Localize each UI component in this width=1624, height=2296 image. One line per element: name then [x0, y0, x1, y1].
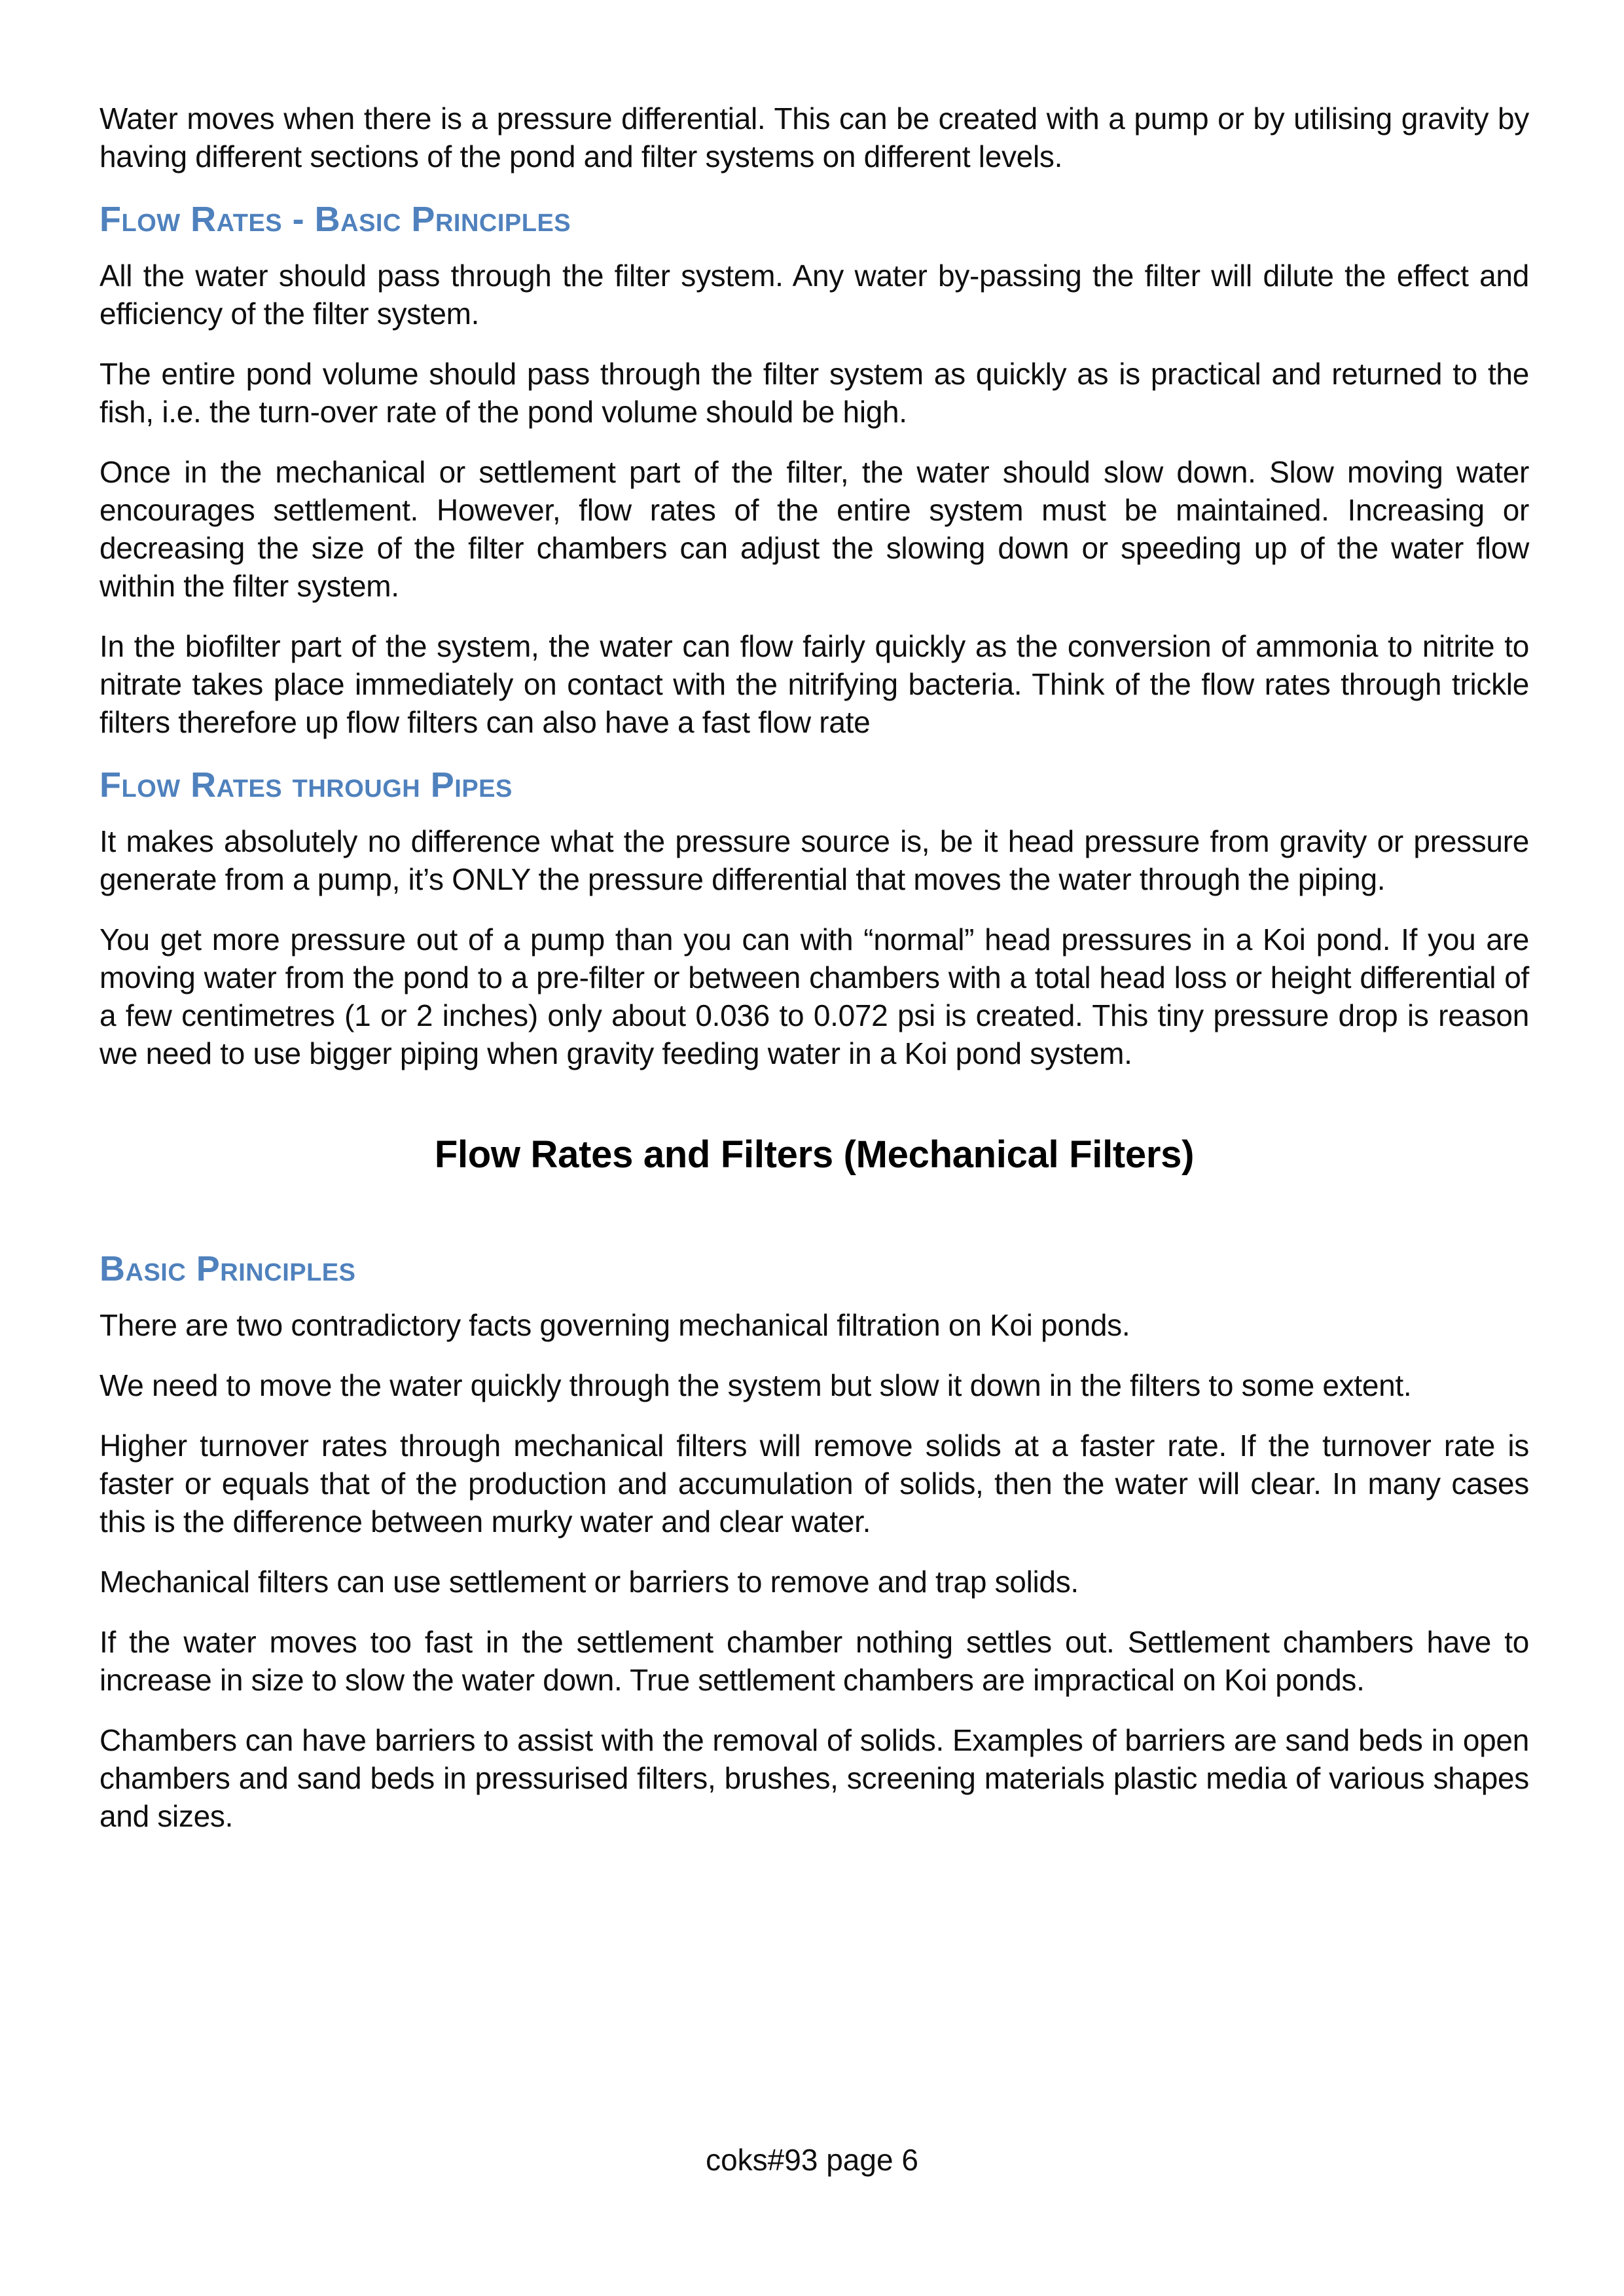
heading-basic-principles: Basic Principles [99, 1249, 356, 1288]
paragraph-all-water-through-filter: All the water should pass through the filter system. Any water by-passing the filter will dilute the effect and efficiency of the filter system. [99, 259, 1529, 331]
paragraph-pressure-source: It makes absolutely no difference what the pressure source is, be it head pressure from gravity or pressure generate from a pump, it’s ONLY the pressure differential that moves the water through the piping. [99, 824, 1529, 896]
paragraph-contradictory-facts: There are two contradictory facts governing mechanical filtration on Koi ponds. [99, 1308, 1130, 1342]
paragraph-move-water-quickly: We need to move the water quickly through the system but slow it down in the filters to some extent. [99, 1368, 1412, 1402]
document-title: Flow Rates and Filters (Mechanical Filters) [434, 1133, 1195, 1176]
paragraph-water-too-fast: If the water moves too fast in the settlement chamber nothing settles out. Settlement chambers have to increase in size to slow the water down. True settlement chambers are impractical on Koi ponds. [99, 1625, 1529, 1697]
paragraph-biofilter-flow: In the biofilter part of the system, the water can flow fairly quickly as the conversion of ammonia to nitrite to nitrate takes place immediately on contact with the nitrifying bacteria. Think of the flow rates through trickle filters therefore up flow filters can also have a fast flow rate [99, 629, 1529, 739]
paragraph-pump-pressure: You get more pressure out of a pump than you can with “normal” head pressures in a Koi pond. If you are moving water from the pond to a pre-filter or between chambers with a total head loss or height differential of a few centimetres (1 or 2 inches) only about 0.036 to 0.072 psi is created. This tiny pressure drop is reason we need to use bigger piping when gravity feeding water in a Koi pond system. [99, 922, 1529, 1070]
paragraph-entire-pond-volume: The entire pond volume should pass through the filter system as quickly as is practical and returned to the fish, i.e. the turn-over rate of the pond volume should be high. [99, 357, 1529, 429]
page-footer: coks#93 page 6 [706, 2143, 918, 2177]
paragraph-water-moves: Water moves when there is a pressure differential. This can be created with a pump or by utilising gravity by having different sections of the pond and filter systems on different levels. [99, 101, 1529, 173]
document-content [99, 100, 1529, 1857]
heading-flow-rates-basic-principles: Flow Rates - Basic Principles [99, 200, 571, 239]
paragraph-settlement-or-barriers: Mechanical filters can use settlement or barriers to remove and trap solids. [99, 1565, 1079, 1599]
paragraph-chambers-barriers: Chambers can have barriers to assist with the removal of solids. Examples of barriers are sand beds in open chambers and sand beds in pressurised filters, brushes, screening materials plastic media of various shapes and sizes. [99, 1723, 1529, 1833]
heading-flow-rates-through-pipes: Flow Rates through Pipes [99, 765, 513, 805]
paragraph-higher-turnover: Higher turnover rates through mechanical filters will remove solids at a faster rate. If the turnover rate is faster or equals that of the production and accumulation of solids, then the water will clear. In many cases this is the difference between murky water and clear water. [99, 1429, 1529, 1539]
paragraph-mechanical-settlement: Once in the mechanical or settlement part of the filter, the water should slow down. Slow moving water encourages settlement. However, flow rates of the entire system must be maintained. Increasing or decreasing the size of the filter chambers can adjust the slowing down or speeding up of the water flow within the filter system. [99, 455, 1529, 603]
